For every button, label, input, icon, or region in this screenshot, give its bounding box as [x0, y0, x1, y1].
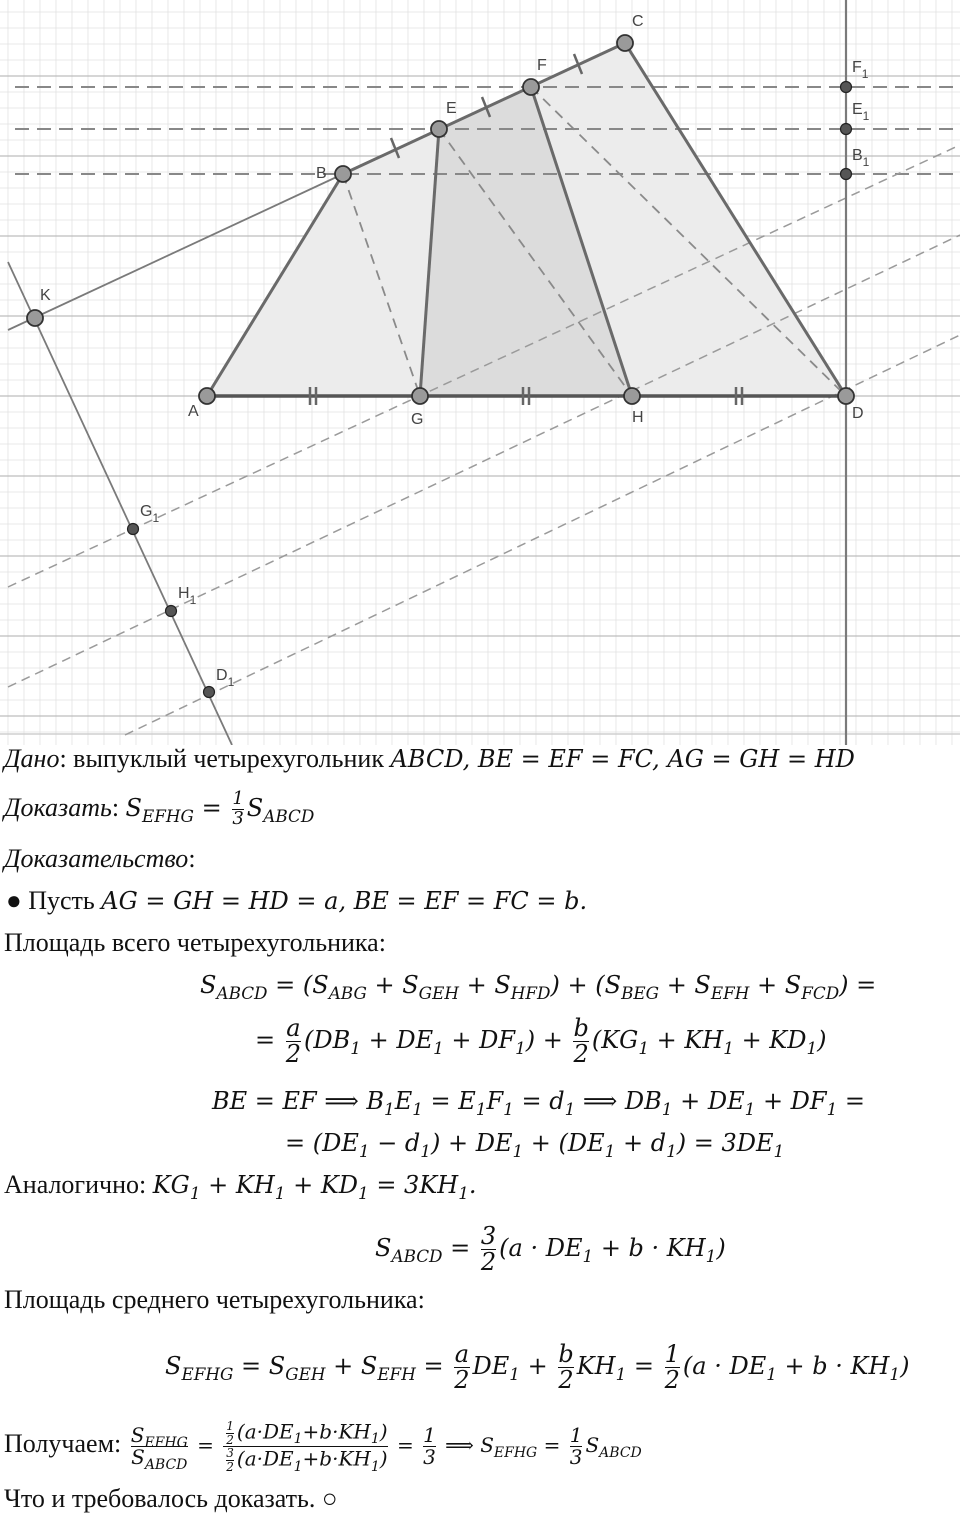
point-c — [617, 35, 633, 51]
point-b — [335, 166, 351, 182]
label-h: H — [632, 409, 644, 426]
prove-label: Доказать — [4, 792, 112, 822]
label-e: E — [446, 100, 457, 117]
formula-4: = $(DE_1 - d_1) + DE_1 + (DE_1 + d_1) = 3DE_1$ — [285, 1129, 785, 1161]
point-b1 — [841, 169, 852, 180]
given-text: : выпуклый четырехугольник — [59, 744, 391, 773]
label-g: G — [411, 411, 424, 428]
label-b1: $B_1$ — [852, 147, 870, 169]
label-c: C — [632, 13, 644, 30]
given-line — [4, 744, 855, 774]
let-math: AG = GH = HD = a, BE = EF = FC = b. — [101, 887, 588, 915]
proof-heading: Доказательство: — [4, 844, 196, 873]
point-a — [199, 388, 215, 404]
prove-line: Доказать: $S_{EFHG}$ = $\frac{1}{3}$ $S_{ABCD}$ — [4, 788, 315, 829]
point-k — [27, 310, 43, 326]
point-f — [523, 79, 539, 95]
label-k: K — [40, 287, 51, 304]
area-total-label: Площадь всего четырехугольника: — [4, 928, 386, 957]
point-d — [838, 388, 854, 404]
formula-3: BE = EF ⟹ $B_1E_1 = E_1F_1 = d_1$ ⟹ $DB_1 + DE_1 + DF_1$ = — [212, 1087, 866, 1119]
label-d1: $D_1$ — [216, 667, 235, 689]
point-e — [431, 121, 447, 137]
area-middle-label: Площадь среднего четырехугольника: — [4, 1285, 425, 1314]
point-g1 — [128, 524, 139, 535]
geometry-figure — [0, 0, 960, 745]
given-math: ABCD, BE = EF = FC, AG = GH = HD — [390, 745, 855, 773]
label-e1: $E_1$ — [852, 101, 870, 123]
label-g1: $G_1$ — [140, 503, 160, 525]
point-f1 — [841, 82, 852, 93]
point-d1 — [204, 687, 215, 698]
formula-2: = $\frac{a}{2}$ $(DB_1 + DE_1 + DF_1)$ + $\frac{b}{2}$ $(KG_1 + KH_1 + KD_1)$ — [255, 1014, 827, 1069]
formula-1: $S_{ABCD} = (S_{ABG} + S_{GEH} + S_{HFD}) + (S_{BEG} + S_{EFH} + S_{FCD})$ = — [200, 971, 877, 1003]
let-line: ● Пусть AG = GH = HD = a, BE = EF = FC = b. — [6, 886, 588, 915]
label-h1: $H_1$ — [178, 585, 197, 607]
proof-label: Доказательство — [4, 844, 189, 873]
label-b: B — [316, 165, 327, 182]
prove-formula: $S_{EFHG}$ = $\frac{1}{3}$ $S_{ABCD}$ — [125, 788, 315, 829]
point-e1 — [841, 124, 852, 135]
qed-line: Что и требовалось доказать. ○ — [4, 1484, 338, 1513]
point-g — [412, 388, 428, 404]
label-f: F — [537, 57, 547, 74]
bullet: ● — [6, 886, 22, 915]
similarly-line: Аналогично: $KG_1 + KH_1 + KD_1 = 3KH_1$. — [4, 1170, 477, 1203]
formula-6: $S_{EFHG} = S_{GEH} + S_{EFH}$ = $\frac{a}{2}$ $DE_1$ + $\frac{b}{2}$ $KH_1$ = $\frac{1}{2}$ $(a \cdot DE_1 + b \cdot KH_1)$ — [165, 1340, 910, 1395]
obtain-line: Получаем: $\frac{S_{EFHG}}{S_{ABCD}}$ = $\frac{1}{2}$ $(a\cdot DE_1+b\cdot KH_1)$ $\frac{3}{2}$ $(a\cdot DE_1+b\cdot KH_1)$ = $\frac{1}{3}$ ⟹ $S_{EFHG}$ = $\frac{1}{3}$ $S_{ABCD}$ — [4, 1419, 642, 1475]
label-d: D — [852, 405, 864, 422]
point-h1 — [166, 606, 177, 617]
label-a: A — [188, 403, 199, 420]
label-f1: $F_1$ — [852, 59, 869, 81]
given-label: Дано — [4, 744, 60, 773]
point-h — [624, 388, 640, 404]
formula-5: $S_{ABCD}$ = $\frac{3}{2}$ $(a \cdot DE_1 + b \cdot KH_1)$ — [375, 1222, 726, 1277]
